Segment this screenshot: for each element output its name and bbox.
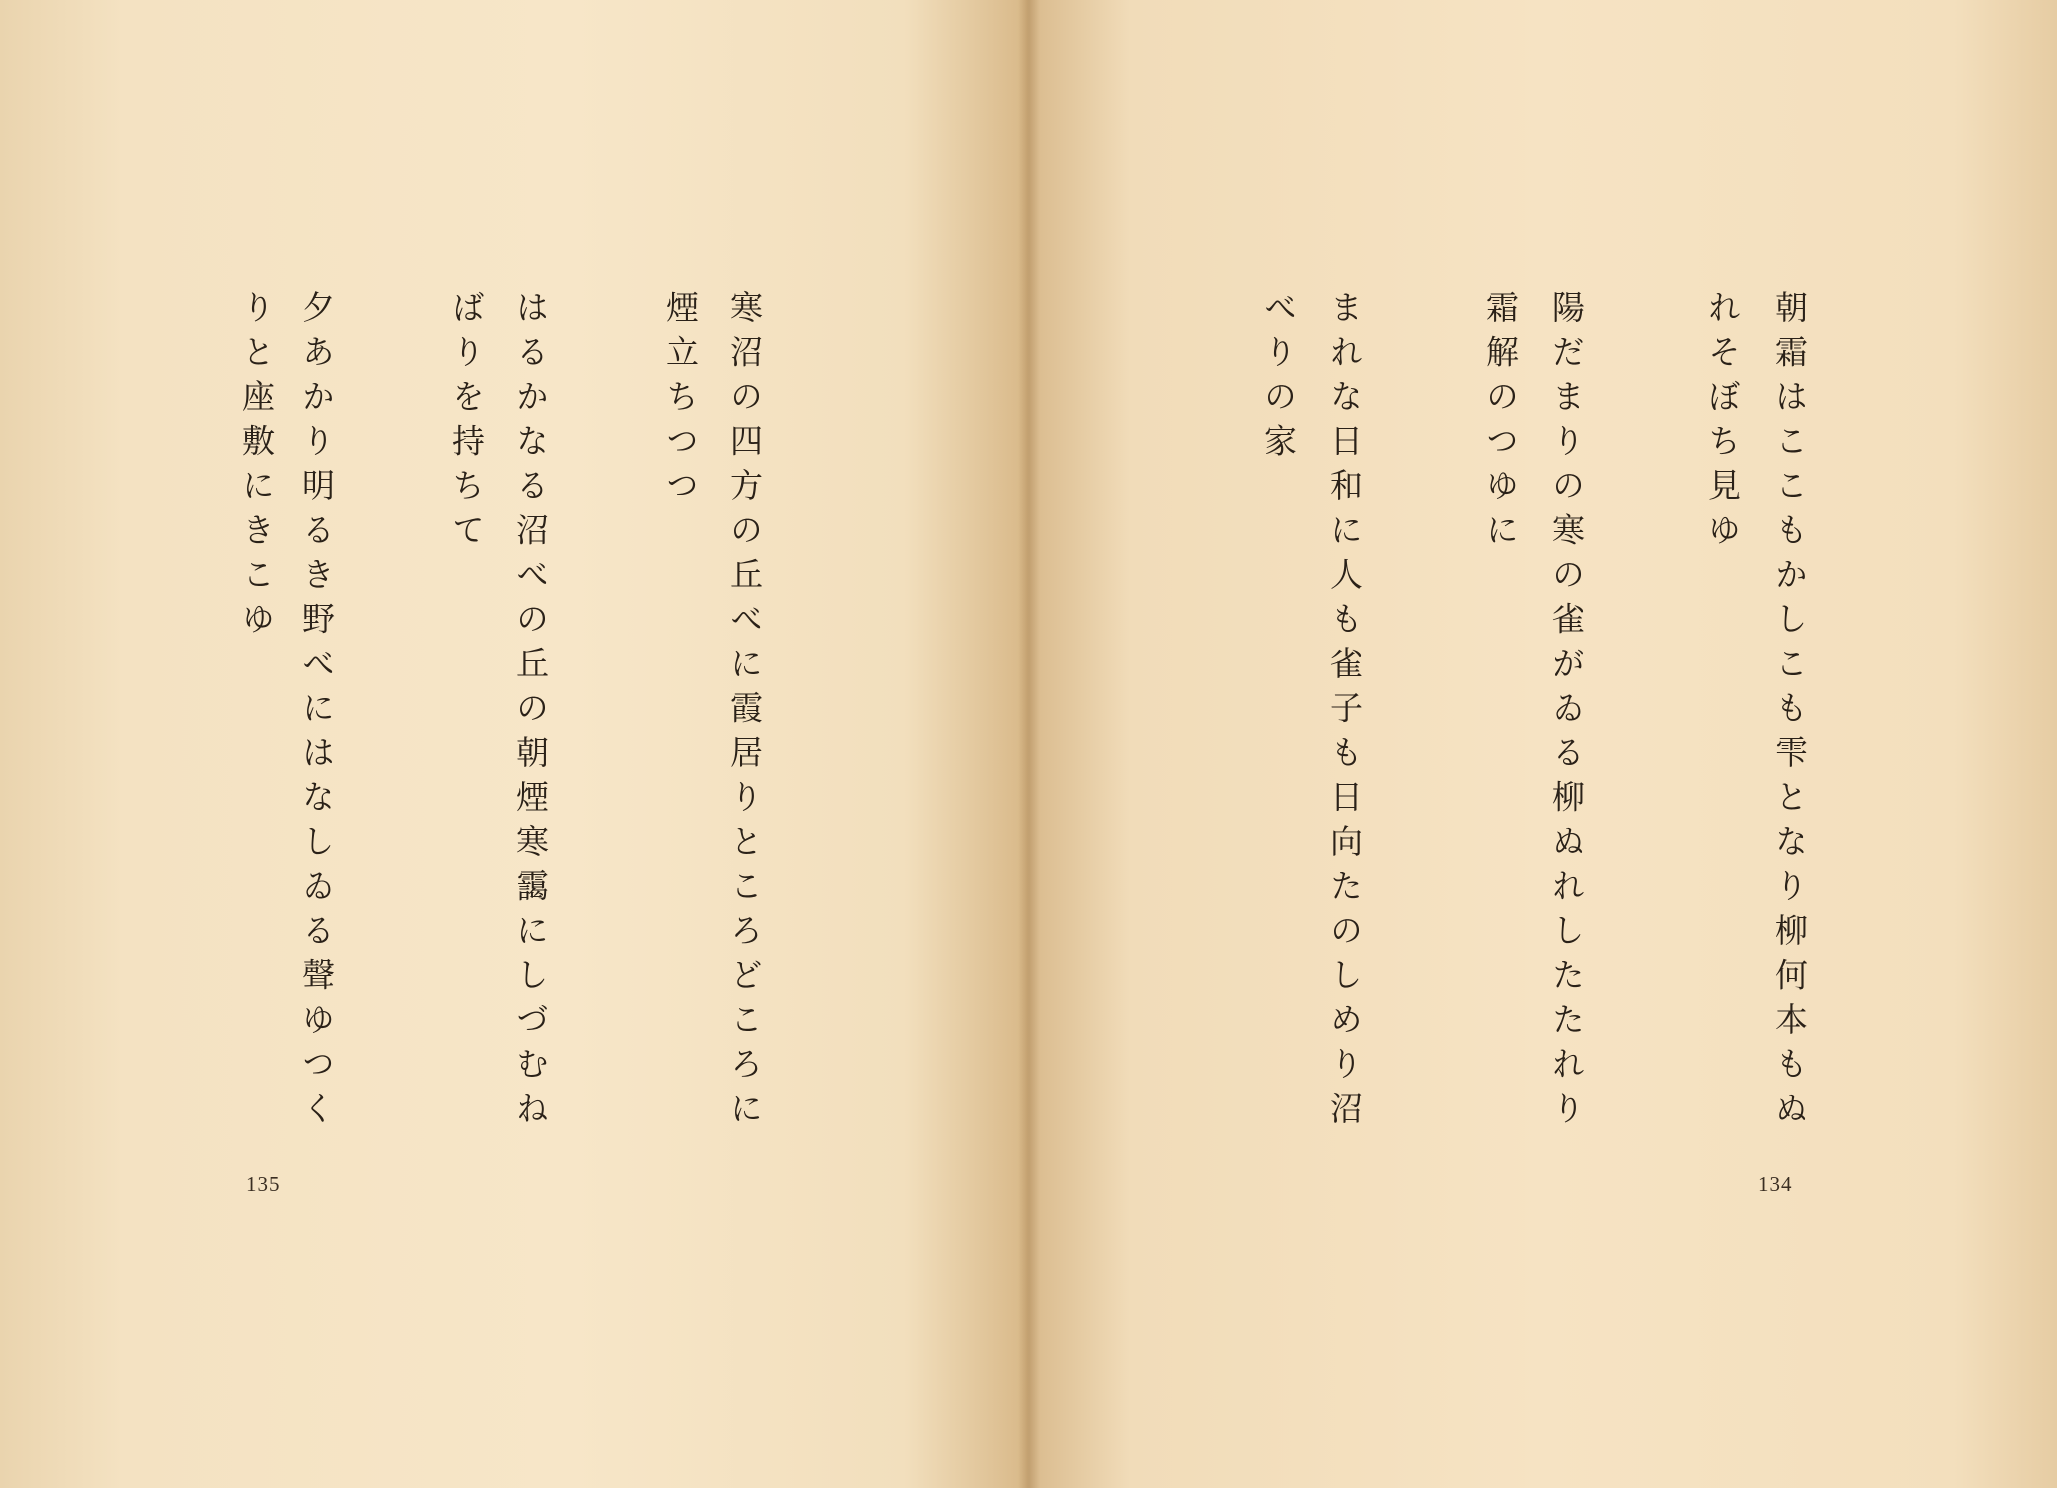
left-page-number: 135 [246,1172,281,1196]
left-line-1: 寒沼の四方の丘べに霞居りところどころに [725,290,764,1136]
left-line-4: ばりを持ちて [447,290,486,557]
right-line-2: れそぼち見ゆ [1703,290,1742,557]
left-line-6: りと座敷にきこゆ [237,290,276,646]
left-line-5: 夕あかり明るき野べにはなしゐる聲ゆつく [297,290,336,1136]
right-line-6: べりの家 [1259,290,1298,468]
right-line-5: まれな日和に人も雀子も日向たのしめり沼 [1325,290,1364,1136]
left-line-3: はるかなる沼べの丘の朝煙寒靄にしづむね [511,290,550,1136]
right-line-4: 霜解のつゆに [1481,290,1520,557]
left-page [0,0,1028,1488]
right-page-number: 134 [1758,1172,1793,1196]
right-page [1028,0,2057,1488]
right-line-1: 朝霜はここもかしこも雫となり柳何本もぬ [1770,290,1809,1136]
right-line-3: 陽だまりの寒の雀がゐる柳ぬれしたたれり [1547,290,1586,1136]
left-line-2: 煙立ちつつ [661,290,700,513]
